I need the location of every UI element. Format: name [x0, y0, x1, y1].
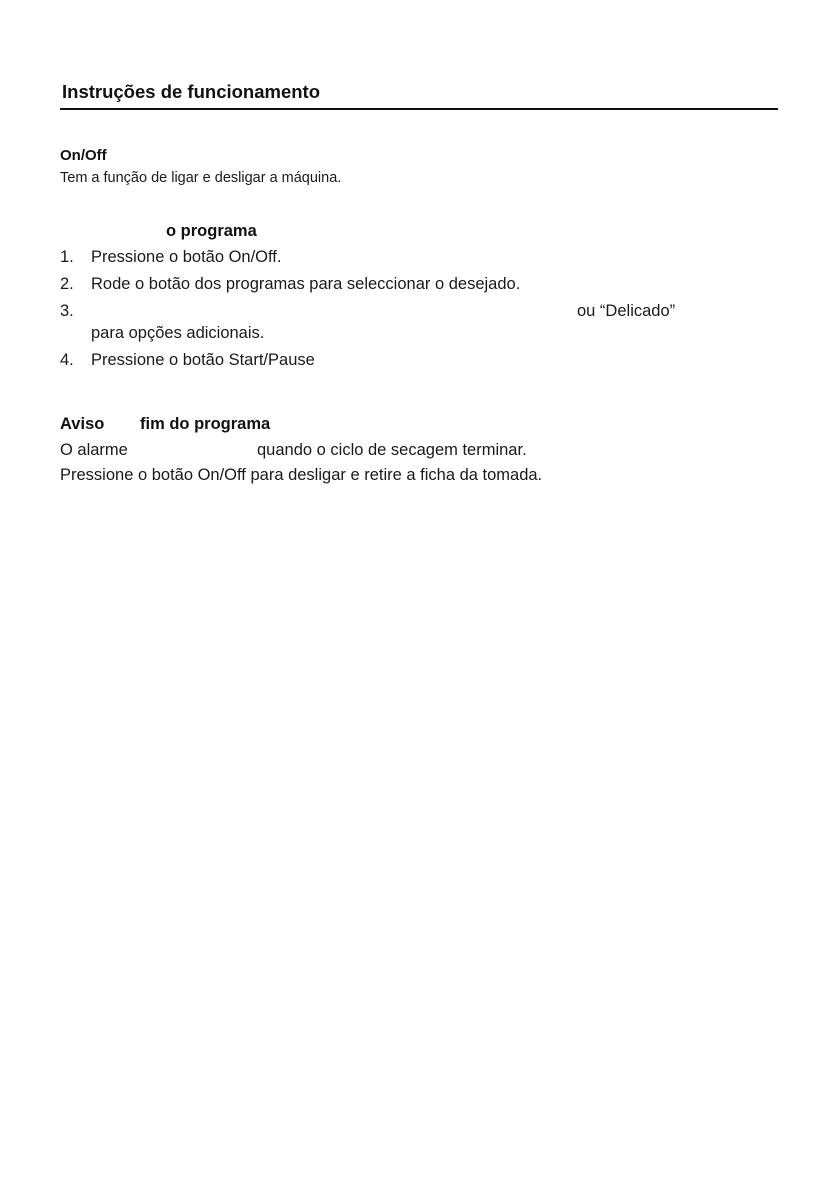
program-section [60, 220, 780, 376]
step-text: Pressione o botão Start/Pause [91, 351, 315, 369]
onoff-title: On/Off [60, 147, 107, 164]
program-step [60, 349, 780, 376]
step-number: 1. [60, 248, 74, 266]
end-title [60, 413, 780, 437]
step-text-option: ou “Delicado” [577, 302, 676, 320]
page-header [60, 80, 778, 110]
end-line-2: Pressione o botão On/Off para desligar e retire a ficha da tomada. [60, 466, 543, 484]
program-step [60, 273, 780, 300]
program-title: o programa [166, 222, 257, 240]
program-step [60, 300, 780, 322]
program-step-continuation [60, 322, 780, 349]
onoff-description: Tem a função de ligar e desligar a máquina. [60, 170, 342, 186]
step-number: 4. [60, 351, 74, 369]
step-number: 2. [60, 275, 74, 293]
end-line-1a: O alarme [60, 441, 128, 459]
step-text: para opções adicionais. [91, 324, 265, 342]
end-title-a: Aviso [60, 415, 105, 433]
program-step [60, 246, 780, 273]
step-text: Rode o botão dos programas para seleccionar o desejado. [91, 275, 521, 293]
page-title: Instruções de funcionamento [62, 81, 321, 102]
step-text: Pressione o botão On/Off. [91, 248, 282, 266]
end-line-1 [60, 439, 780, 461]
end-title-b: fim do programa [140, 415, 271, 433]
step-number: 3. [60, 302, 74, 320]
header-divider [60, 108, 778, 110]
end-line-1b: quando o ciclo de secagem terminar. [257, 441, 527, 459]
onoff-section [60, 145, 780, 189]
end-section [60, 413, 780, 486]
